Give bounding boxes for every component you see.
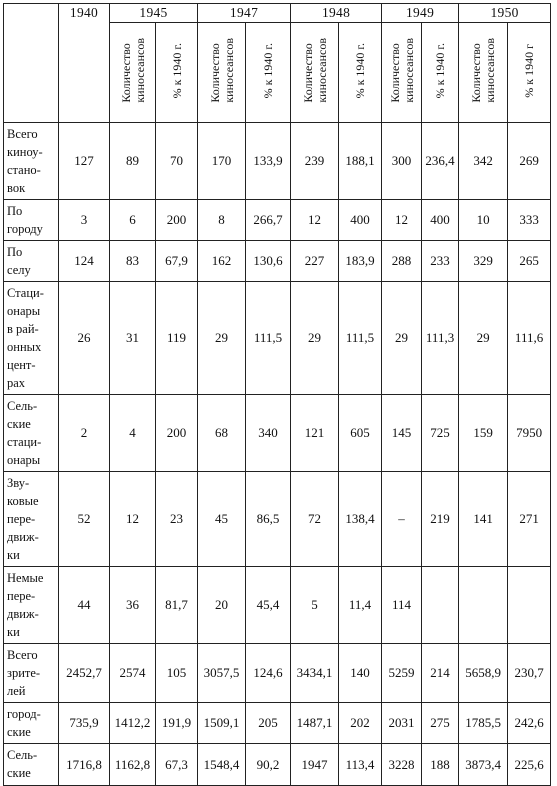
table-cell: 31 bbox=[110, 282, 156, 395]
row-label: Стаци- онары в рай- онных цент- рах bbox=[4, 282, 59, 395]
table-cell: 141 bbox=[459, 472, 508, 567]
table-cell: 288 bbox=[382, 241, 422, 282]
table-cell: 3228 bbox=[382, 744, 422, 786]
table-cell: 3057,5 bbox=[198, 644, 246, 703]
table-cell: 5 bbox=[291, 567, 339, 644]
table-cell: 140 bbox=[339, 644, 382, 703]
table-cell: 400 bbox=[339, 200, 382, 241]
table-cell: 188 bbox=[422, 744, 459, 786]
table-cell: 2452,7 bbox=[59, 644, 110, 703]
subheader-count-label: Количество киносеансов bbox=[469, 38, 498, 103]
table-cell: 124,6 bbox=[246, 644, 291, 703]
table-cell: 113,4 bbox=[339, 744, 382, 786]
subheader-pct-1947 bbox=[246, 23, 291, 123]
table-cell: 227 bbox=[291, 241, 339, 282]
table-cell: 11,4 bbox=[339, 567, 382, 644]
table-cell: 114 bbox=[382, 567, 422, 644]
table-cell: 188,1 bbox=[339, 123, 382, 200]
table-cell bbox=[508, 567, 551, 644]
table-cell: 6 bbox=[110, 200, 156, 241]
table-cell: 119 bbox=[156, 282, 198, 395]
table-cell: 1716,8 bbox=[59, 744, 110, 786]
year-header-1950: 1950 bbox=[459, 4, 551, 23]
table-cell: 1412,2 bbox=[110, 703, 156, 744]
row-label: Немые пере- движ- ки bbox=[4, 567, 59, 644]
table-cell: 333 bbox=[508, 200, 551, 241]
table-cell: 2574 bbox=[110, 644, 156, 703]
table-cell: – bbox=[382, 472, 422, 567]
table-cell: 2031 bbox=[382, 703, 422, 744]
table-cell: 12 bbox=[382, 200, 422, 241]
table-cell: 5658,9 bbox=[459, 644, 508, 703]
table-cell: 20 bbox=[198, 567, 246, 644]
row-label: По городу bbox=[4, 200, 59, 241]
table-row bbox=[4, 282, 551, 395]
table-cell: 340 bbox=[246, 395, 291, 472]
year-header-1949: 1949 bbox=[382, 4, 459, 23]
table-row bbox=[4, 644, 551, 703]
table-row bbox=[4, 472, 551, 567]
table-cell: 242,6 bbox=[508, 703, 551, 744]
table-cell bbox=[422, 567, 459, 644]
subheader-count-label: Количество киносеансов bbox=[387, 38, 416, 103]
table-cell: 202 bbox=[339, 703, 382, 744]
table-cell: 205 bbox=[246, 703, 291, 744]
row-label: Всего зрите- лей bbox=[4, 644, 59, 703]
table-cell: 26 bbox=[59, 282, 110, 395]
subheader-pct-label: % к 1940 г. bbox=[433, 42, 448, 99]
table-cell: 83 bbox=[110, 241, 156, 282]
table-cell: 1785,5 bbox=[459, 703, 508, 744]
table-body bbox=[4, 123, 551, 786]
table-cell: 29 bbox=[291, 282, 339, 395]
table-cell: 170 bbox=[198, 123, 246, 200]
table-cell: 7950 bbox=[508, 395, 551, 472]
table-cell: 2 bbox=[59, 395, 110, 472]
subheader-count-label: Количество киносеансов bbox=[118, 38, 147, 103]
corner-cell bbox=[4, 4, 59, 123]
table-cell: 105 bbox=[156, 644, 198, 703]
table-cell: 12 bbox=[291, 200, 339, 241]
row-label: Сель- ские стаци- онары bbox=[4, 395, 59, 472]
table-cell: 86,5 bbox=[246, 472, 291, 567]
table-cell: 45,4 bbox=[246, 567, 291, 644]
year-header-row bbox=[4, 4, 551, 23]
table-row bbox=[4, 200, 551, 241]
subheader-count-1947 bbox=[198, 23, 246, 123]
table-row bbox=[4, 395, 551, 472]
table-cell: 5259 bbox=[382, 644, 422, 703]
table-cell: 400 bbox=[422, 200, 459, 241]
table-row bbox=[4, 744, 551, 786]
table-cell: 130,6 bbox=[246, 241, 291, 282]
subheader-count-1945 bbox=[110, 23, 156, 123]
table-row bbox=[4, 123, 551, 200]
table-cell: 269 bbox=[508, 123, 551, 200]
row-label: По селу bbox=[4, 241, 59, 282]
table-cell: 36 bbox=[110, 567, 156, 644]
table-cell: 183,9 bbox=[339, 241, 382, 282]
table-cell: 236,4 bbox=[422, 123, 459, 200]
table-cell: 214 bbox=[422, 644, 459, 703]
year-header-1948: 1948 bbox=[291, 4, 382, 23]
table-cell: 111,5 bbox=[246, 282, 291, 395]
table-cell: 23 bbox=[156, 472, 198, 567]
table-cell: 233 bbox=[422, 241, 459, 282]
table-cell: 72 bbox=[291, 472, 339, 567]
table-cell: 300 bbox=[382, 123, 422, 200]
table-cell: 1487,1 bbox=[291, 703, 339, 744]
table-row bbox=[4, 567, 551, 644]
table-cell: 90,2 bbox=[246, 744, 291, 786]
row-label: Сель- ские bbox=[4, 744, 59, 786]
table-cell: 239 bbox=[291, 123, 339, 200]
table-row bbox=[4, 703, 551, 744]
year-header-1947: 1947 bbox=[198, 4, 291, 23]
subheader-count-label: Количество киносеансов bbox=[207, 38, 236, 103]
subheader-count-1948 bbox=[291, 23, 339, 123]
table-cell: 70 bbox=[156, 123, 198, 200]
year-header-1945: 1945 bbox=[110, 4, 198, 23]
table-cell: 111,6 bbox=[508, 282, 551, 395]
table-cell: 145 bbox=[382, 395, 422, 472]
subheader-pct-1950 bbox=[508, 23, 551, 123]
subheader-pct-1945 bbox=[156, 23, 198, 123]
table-cell: 29 bbox=[382, 282, 422, 395]
table-cell: 162 bbox=[198, 241, 246, 282]
table-cell: 1947 bbox=[291, 744, 339, 786]
table-cell: 191,9 bbox=[156, 703, 198, 744]
table-cell: 605 bbox=[339, 395, 382, 472]
table-cell: 735,9 bbox=[59, 703, 110, 744]
table-cell: 271 bbox=[508, 472, 551, 567]
table-cell: 10 bbox=[459, 200, 508, 241]
table-cell: 225,6 bbox=[508, 744, 551, 786]
table-cell: 3 bbox=[59, 200, 110, 241]
table-cell: 1548,4 bbox=[198, 744, 246, 786]
table-cell: 159 bbox=[459, 395, 508, 472]
table-cell: 29 bbox=[198, 282, 246, 395]
table-cell: 67,3 bbox=[156, 744, 198, 786]
table-cell: 44 bbox=[59, 567, 110, 644]
table-cell: 138,4 bbox=[339, 472, 382, 567]
table-cell: 265 bbox=[508, 241, 551, 282]
table-cell: 111,5 bbox=[339, 282, 382, 395]
table-cell: 124 bbox=[59, 241, 110, 282]
row-label: Всего киноу- стано- вок bbox=[4, 123, 59, 200]
year-header-1940: 1940 bbox=[59, 4, 110, 123]
subheader-pct-label: % к 1940 г bbox=[522, 43, 537, 98]
row-label: Зву- ковые пере- движ- ки bbox=[4, 472, 59, 567]
subheader-count-label: Количество киносеансов bbox=[300, 38, 329, 103]
table-cell: 8 bbox=[198, 200, 246, 241]
statistics-table bbox=[3, 3, 551, 786]
table-cell: 68 bbox=[198, 395, 246, 472]
subheader-pct-1949 bbox=[422, 23, 459, 123]
table-cell: 29 bbox=[459, 282, 508, 395]
table-cell: 111,3 bbox=[422, 282, 459, 395]
table-cell: 3873,4 bbox=[459, 744, 508, 786]
table-cell: 12 bbox=[110, 472, 156, 567]
table-cell: 121 bbox=[291, 395, 339, 472]
table-cell: 329 bbox=[459, 241, 508, 282]
row-label: город- ские bbox=[4, 703, 59, 744]
table-cell: 45 bbox=[198, 472, 246, 567]
table-cell: 1509,1 bbox=[198, 703, 246, 744]
subheader-pct-label: % к 1940 г. bbox=[353, 42, 368, 99]
table-cell: 200 bbox=[156, 200, 198, 241]
table-cell: 133,9 bbox=[246, 123, 291, 200]
subheader-pct-label: % к 1940 г. bbox=[261, 42, 276, 99]
table-cell: 230,7 bbox=[508, 644, 551, 703]
table-cell: 1162,8 bbox=[110, 744, 156, 786]
subheader-count-1950 bbox=[459, 23, 508, 123]
table-cell: 81,7 bbox=[156, 567, 198, 644]
table-cell: 52 bbox=[59, 472, 110, 567]
table-cell: 725 bbox=[422, 395, 459, 472]
table-cell: 67,9 bbox=[156, 241, 198, 282]
table-cell: 219 bbox=[422, 472, 459, 567]
table-row bbox=[4, 241, 551, 282]
subheader-pct-label: % к 1940 г. bbox=[169, 42, 184, 99]
table-cell: 200 bbox=[156, 395, 198, 472]
table-cell: 127 bbox=[59, 123, 110, 200]
table-cell: 342 bbox=[459, 123, 508, 200]
table-cell bbox=[459, 567, 508, 644]
table-cell: 275 bbox=[422, 703, 459, 744]
table-cell: 4 bbox=[110, 395, 156, 472]
table-cell: 266,7 bbox=[246, 200, 291, 241]
subheader-pct-1948 bbox=[339, 23, 382, 123]
table-cell: 3434,1 bbox=[291, 644, 339, 703]
table-cell: 89 bbox=[110, 123, 156, 200]
subheader-count-1949 bbox=[382, 23, 422, 123]
